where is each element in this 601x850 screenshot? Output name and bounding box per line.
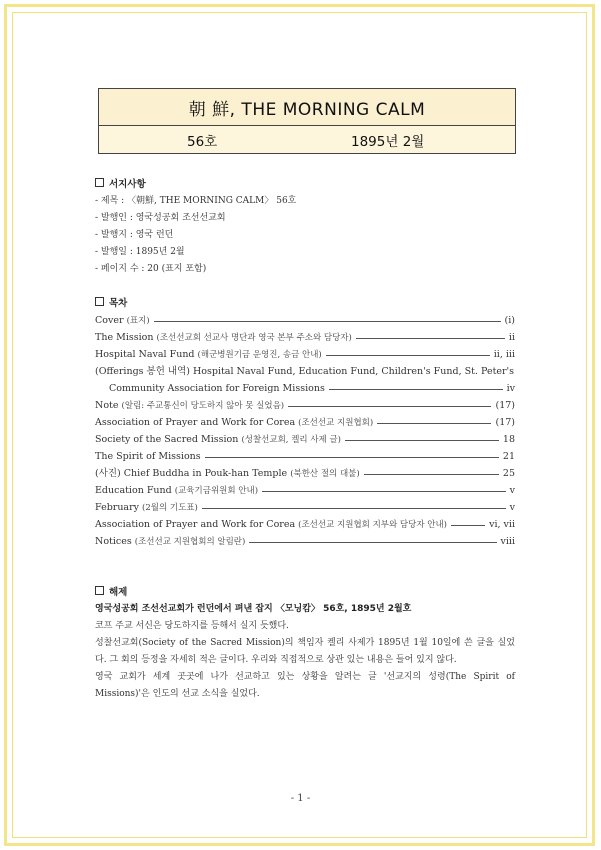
toc-item-korean-note: (조선선교회 선교사 명단과 영국 본부 주소와 담당자) [156,332,352,343]
toc-list [95,312,515,550]
toc-leader-line [364,474,499,475]
toc-item-page: 25 [502,468,515,479]
toc-leader-line [356,338,505,339]
bibliography-line: - 발행인 : 영국성공회 조선선교회 [95,213,226,223]
toc-item-title-text: Note [95,399,119,411]
toc-item-korean-note: (성찰선교회, 켈리 사제 글) [241,434,341,445]
toc-item-title [95,312,150,330]
bibliography-heading-label: 서지사항 [109,179,146,190]
toc-leader-line [451,525,485,526]
toc-item-korean-note: (2월의 기도표) [142,502,198,513]
toc-item-title [109,380,325,397]
toc-item [95,448,515,465]
toc-item-title [95,516,447,534]
toc-item-page: (17) [495,400,515,411]
toc-item-page: 18 [502,434,515,445]
toc-leader-line [262,491,506,492]
toc-item-korean-note: (조선선교 지원협회의 알림란) [134,536,246,547]
toc-leader-line [377,423,491,424]
toc-item-title-text: Notices [95,535,132,547]
commentary-body [95,618,515,703]
page-number: - 1 - [290,793,311,804]
toc-leader-line [154,321,501,322]
commentary-heading-label: 해제 [109,587,128,598]
bibliography-line: - 발행지 : 영국 런던 [95,230,174,240]
toc-item-page: vi, vii [489,519,515,530]
commentary-paragraph: 성찰선교회(Society of the Sacred Mission)의 책임자 켈리 사제가 1895년 1월 10일에 쓴 글을 실었다. 그 회의 등정을 자세히 적은 글이다. 우리와 직접적으로 상관 있는 내용은 들어 있지 않다. [95,638,515,665]
toc-item-page: (i) [504,315,515,326]
toc-item-korean-note: (북한산 절의 대불) [290,468,360,479]
toc-heading-label: 목차 [109,298,128,309]
bibliography-heading [95,176,515,193]
toc-item [95,363,515,380]
toc-item-title-text: (사진) Chief Buddha in Pouk-han Temple [95,467,288,479]
toc-item-title [95,533,245,551]
toc-item [95,533,515,550]
toc-item [95,465,515,482]
toc-item-title [95,431,341,449]
toc-item-korean-note: (표지) [126,315,150,326]
checkbox-square-icon [95,586,104,595]
toc-item-title [95,397,284,415]
toc-item-page: 21 [502,451,515,462]
toc-item-title [95,499,198,517]
toc-item-title-text: February [95,501,140,513]
toc-leader-line [326,355,490,356]
toc-leader-line [249,542,496,543]
checkbox-square-icon [95,178,104,187]
toc-item [95,499,515,516]
toc-item-title-text: Society of the Sacred Mission [95,433,239,445]
toc-item-title-text: Cover [95,314,124,326]
toc-item-page: v [509,485,515,496]
content [95,176,515,703]
toc-item-title [95,414,373,432]
toc-item-title-text: Hospital Naval Fund [95,348,195,360]
toc-item-page: v [509,502,515,513]
toc-item-title-text: The Mission [95,331,154,343]
toc-item [95,516,515,533]
toc-item-title [95,363,514,380]
bibliography-line: - 페이지 수 : 20 (표지 포함) [95,264,207,274]
toc-item-title [95,465,360,483]
issue-number: 56호 [187,133,218,150]
toc-item-title-text: Association of Prayer and Work for Corea [95,416,296,428]
toc-item-title-text: (Offerings 봉헌 내역) Hospital Naval Fund, Education Fund, Children's Fund, St. Peter's [95,366,515,377]
toc-item-korean-note: (알림: 주교통신이 당도하지 않아 못 실었음) [121,400,285,411]
toc-item-korean-note: (교육기금위원회 안내) [174,485,259,496]
toc-item-korean-note: (조선선교 지원협회) [298,417,374,428]
toc-item-korean-note: (해군병원기금 운영진, 송금 안내) [197,349,322,360]
toc-item-title-text: Education Fund [95,484,172,496]
toc-item [95,380,515,397]
toc-item-korean-note: (조선선교 지원협회 지부와 담당자 안내) [298,519,447,530]
toc-item [95,431,515,448]
toc-leader-line [345,440,499,441]
toc-heading [95,295,515,312]
title-box [98,88,516,154]
toc-leader-line [329,389,503,390]
toc-item-page: iv [506,383,515,394]
toc-leader-line [205,457,499,458]
issue-date: 1895년 2월 [351,133,425,150]
toc-item-title [95,482,258,500]
toc-item-page: viii [500,536,515,547]
toc-leader-line [288,406,491,407]
commentary-heading [95,584,515,601]
commentary-title: 영국성공회 조선선교회가 런던에서 펴낸 잡지 〈모닝캄〉 56호, 1895년 2월호 [95,604,412,614]
toc-item-page: ii, iii [493,349,515,360]
commentary-paragraph: 코프 주교 서신은 당도하지를 등해서 실지 듯했다. [95,621,289,631]
toc-item [95,482,515,499]
toc-item [95,312,515,329]
bibliography-line: - 발행일 : 1895년 2월 [95,247,185,257]
toc-item [95,397,515,414]
toc-item-title [95,448,201,465]
checkbox-square-icon [95,297,104,306]
toc-leader-line [202,508,506,509]
document-title: 朝 鮮, THE MORNING CALM [99,89,515,126]
toc-item-page: ii [508,332,515,343]
toc-item-title [95,329,352,347]
toc-item [95,329,515,346]
toc-item-page: (17) [495,417,515,428]
toc-item-title-text: Community Association for Foreign Missions [109,383,325,394]
toc-item [95,414,515,431]
toc-item [95,346,515,363]
toc-item-title [95,346,322,364]
toc-item-title-text: Association of Prayer and Work for Corea [95,518,296,530]
toc-item-title-text: The Spirit of Missions [95,451,201,462]
bibliography-list [95,193,515,278]
issue-row [99,126,515,153]
bibliography-line: - 제목 : 〈朝鮮, THE MORNING CALM〉 56호 [95,196,297,206]
commentary-paragraph: 영국 교회가 세계 곳곳에 나가 선교하고 있는 상황을 알려는 글 '선교지의 성령(The Spirit of Missions)'은 인도의 선교 소식을 실었다. [95,672,515,699]
